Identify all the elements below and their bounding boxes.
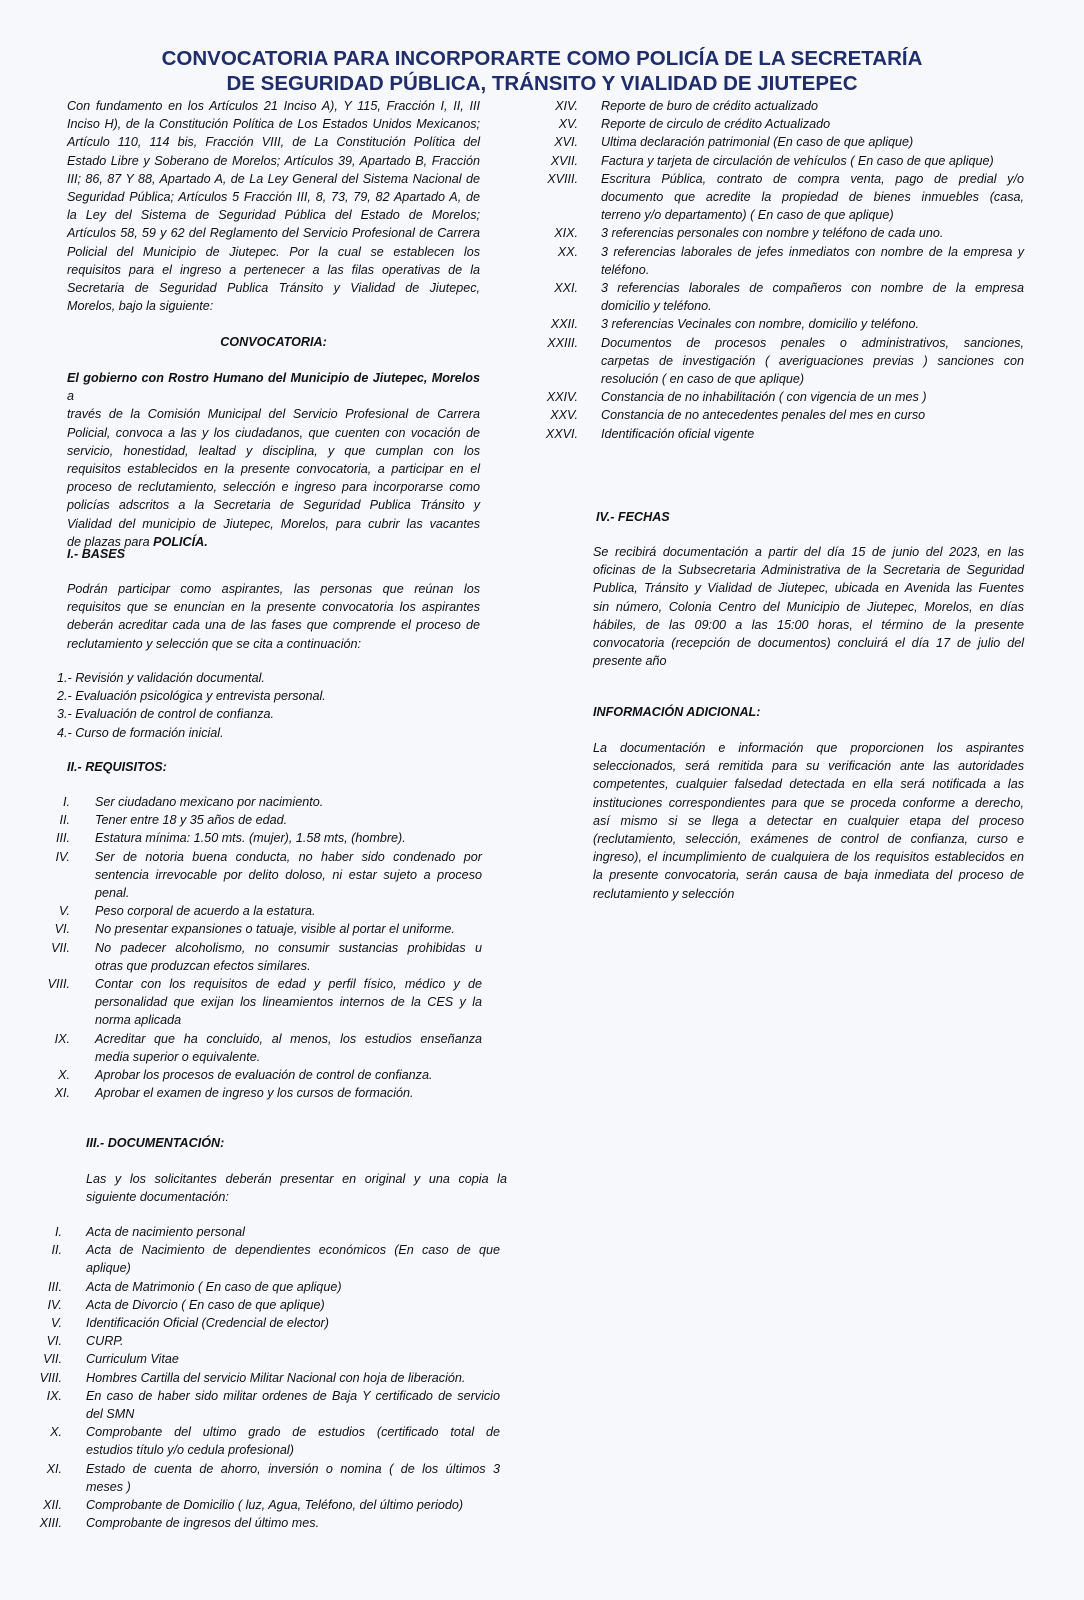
list-item: [30, 902, 482, 920]
list-item: [20, 1241, 500, 1277]
list-item-text: [95, 829, 482, 847]
list-item-number: XV.: [558, 117, 578, 132]
convocatoria-line: servicio, honestidad, lealtad y disciplina, y que cumplan con los: [67, 443, 480, 458]
list-item-number: XIV.: [555, 99, 578, 113]
list-item-line: meses ): [86, 1479, 131, 1494]
list-item-number: VI.: [46, 1334, 62, 1349]
list-item-number: VIII.: [39, 1370, 62, 1385]
bases-line: reclutamiento y selección que se cita a continuación:: [67, 636, 362, 651]
list-item-line: Documentos de procesos penales o administrativos, sanciones,: [601, 335, 1024, 350]
list-item-number: III.: [48, 1279, 62, 1294]
list-item-line: Aprobar el examen de ingreso y los cursos de formación.: [95, 1086, 414, 1101]
fechas-heading: IV.- FECHAS: [596, 510, 670, 524]
list-item-line: documento que acredite la propiedad de bienes inmuebles (casa,: [601, 190, 1024, 205]
list-item-number: XI.: [54, 1086, 70, 1101]
list-item-text: [95, 793, 482, 811]
list-item-line: Estatura mínima: 1.50 mts. (mujer), 1.58 mts, (hombre).: [95, 831, 406, 846]
list-item-line: No padecer alcoholismo, no consumir sustancias prohibidas u: [95, 940, 482, 955]
list-item-number: XXVI.: [545, 426, 578, 441]
list-item-number: I.: [63, 795, 70, 809]
list-item-number: XXIV.: [546, 390, 578, 405]
documentacion-list-continued: [540, 97, 1024, 443]
list-item-line: estudios título y/o cedula profesional): [86, 1443, 294, 1458]
list-item-number: IX.: [54, 1031, 70, 1046]
list-item-number: II.: [51, 1243, 62, 1258]
list-item-number: XXI.: [554, 281, 578, 296]
list-item-line: 3 referencias personales con nombre y teléfono de cada uno.: [601, 226, 944, 241]
list-item-line: Acta de Matrimonio ( En caso de que aplique): [86, 1279, 342, 1294]
list-item: [30, 1030, 482, 1066]
list-item-number: IV.: [55, 849, 70, 864]
list-item-text: [86, 1350, 500, 1368]
intro-line: Artículos 58, 59 y 62 del Reglamento del Servicio Profesional de Carrera: [67, 226, 480, 241]
list-item-text: [95, 1030, 482, 1066]
list-item-number: XIII.: [39, 1516, 62, 1531]
intro-line: Estado Libre y Soberano de Morelos; Artículos 39, Apartado B, Fracción: [67, 153, 480, 168]
bases-line: Podrán participar como aspirantes, las personas que reúnan los: [67, 582, 480, 596]
convocatoria-line: través de la Comisión Municipal del Servicio Profesional de Carrera: [67, 407, 480, 422]
info-line: (reclutamiento, selección, exámenes de control de confianza, curso e: [593, 832, 1024, 847]
bases-paragraph: [67, 580, 480, 653]
list-item-number: XIX.: [554, 226, 578, 241]
convocatoria-last-bold: POLICÍA.: [153, 534, 208, 549]
list-item: [540, 152, 1024, 170]
list-item: [30, 920, 482, 938]
info-line: así mismo si se llega a detectar en cualquier etapa del proceso: [593, 813, 1024, 828]
list-item-line: personalidad que exijan los lineamientos internos de la CES y la: [95, 995, 482, 1010]
fechas-line: oficinas de la Subsecretaria Administrativa de la Secretaria de Seguridad: [593, 563, 1024, 578]
list-item: [30, 829, 482, 847]
title-line-1: CONVOCATORIA PARA INCORPORARTE COMO POLICÍA DE LA SECRETARÍA: [161, 47, 923, 70]
list-item-text: [86, 1278, 500, 1296]
convocatoria-line: requisitos establecidos en la presente convocatoria, a participar en el: [67, 462, 480, 477]
list-item-line: Constancia de no antecedentes penales del mes en curso: [601, 408, 926, 423]
list-item-line: CURP.: [86, 1334, 124, 1349]
list-item-line: No presentar expansiones o tatuaje, visible al portar el uniforme.: [95, 922, 455, 937]
info-line: reclutamiento y selección: [593, 886, 735, 901]
list-item-text: [86, 1223, 500, 1241]
list-item-number: VI.: [54, 922, 70, 937]
bases-phase: 2.- Evaluación psicológica y entrevista personal.: [57, 689, 326, 704]
info-line: seleccionados, será remitida para su verificación ante las autoridades: [593, 759, 1024, 774]
list-item-line: 3 referencias Vecinales con nombre, domicilio y teléfono.: [601, 317, 920, 332]
info-line: instituciones correspondientes para que se proceda conforme a derecho,: [593, 795, 1024, 810]
list-item-number: XXV.: [550, 408, 578, 423]
list-item: [20, 1278, 500, 1296]
bases-phase: 3.- Evaluación de control de confianza.: [57, 707, 275, 722]
convocatoria-heading: CONVOCATORIA:: [220, 335, 327, 349]
list-item-line: penal.: [95, 886, 130, 901]
list-item-line: Contar con los requisitos de edad y perfil físico, médico y de: [95, 977, 482, 992]
list-item-line: sentencia irrevocable por delito doloso, ni estar sujeto a proceso: [95, 867, 482, 882]
list-item-number: VII.: [51, 940, 70, 955]
list-item-text: [86, 1369, 500, 1387]
list-item: [30, 793, 482, 811]
bases-heading: I.- BASES: [67, 547, 126, 561]
list-item: [540, 243, 1024, 279]
convocatoria-bold-lead: El gobierno con Rostro Humano del Municipio de Jiutepec, Morelos: [67, 371, 480, 385]
intro-line: Morelos, bajo la siguiente:: [67, 299, 214, 314]
info-heading: INFORMACIÓN ADICIONAL:: [593, 705, 761, 719]
list-item-number: XII.: [43, 1498, 62, 1513]
list-item-number: X.: [58, 1068, 70, 1083]
list-item-line: Ultima declaración patrimonial (En caso de que aplique): [601, 135, 914, 150]
convocatoria-line: Vialidad del municipio de Jiutepec, Morelos, para cubrir las vacantes: [67, 516, 480, 531]
legal-foundation-paragraph: [67, 97, 480, 315]
list-item-number: I.: [55, 1225, 62, 1239]
list-item: [540, 334, 1024, 389]
list-item-line: En caso de haber sido militar ordenes de Baja Y certificado de servicio: [86, 1388, 500, 1403]
list-item: [20, 1514, 500, 1532]
list-item-text: [86, 1514, 500, 1532]
bases-line: requisitos que se enuncian en la presente convocatoria los aspirantes: [67, 600, 480, 615]
list-item-line: resolución ( en caso de que aplique): [601, 372, 805, 387]
list-item-line: Escritura Pública, contrato de compra venta, pago de predial y/o: [601, 171, 1024, 186]
list-item: [540, 97, 1024, 115]
list-item: [30, 1084, 482, 1102]
list-item-line: Tener entre 18 y 35 años de edad.: [95, 813, 288, 828]
info-line: competentes, cualquier falsedad detectada en ella será notificada a las: [593, 777, 1024, 792]
list-item-text: [86, 1423, 500, 1459]
fechas-line: hábiles, de las 09:00 a las 15:00 horas, el término de la presente: [593, 617, 1024, 632]
requisitos-list: [30, 793, 482, 1102]
intro-line: Seguridad Pública; Artículos 5 Fracción III, 8, 73, 79, 82 Apartado A, de: [67, 190, 480, 205]
list-item-number: II.: [59, 813, 70, 828]
list-item-number: XVI.: [554, 135, 578, 150]
list-item: [540, 133, 1024, 151]
list-item-line: aplique): [86, 1261, 131, 1276]
list-item: [30, 848, 482, 903]
list-item-line: Acta de Nacimiento de dependientes económicos (En caso de que: [86, 1243, 500, 1258]
list-item-text: [601, 315, 1024, 333]
list-item-line: terreno y/o departamento) ( En caso de que aplique): [601, 208, 894, 223]
list-item-text: [95, 811, 482, 829]
list-item-text: [601, 279, 1024, 315]
list-item: [20, 1423, 500, 1459]
list-item-text: [86, 1332, 500, 1350]
list-item: [540, 315, 1024, 333]
list-item-text: [601, 152, 1024, 170]
list-item-line: Ser de notoria buena conducta, no haber sido condenado por: [95, 849, 482, 864]
title-line-2: DE SEGURIDAD PÚBLICA, TRÁNSITO Y VIALIDAD DE JIUTEPEC: [226, 72, 858, 95]
list-item: [540, 406, 1024, 424]
list-item-line: Curriculum Vitae: [86, 1352, 179, 1367]
list-item-text: [601, 406, 1024, 424]
list-item-text: [86, 1460, 500, 1496]
list-item-text: [95, 939, 482, 975]
list-item: [20, 1496, 500, 1514]
list-item: [540, 115, 1024, 133]
fechas-line: Se recibirá documentación a partir del día 15 de junio del 2023, en las: [593, 545, 1024, 559]
list-item: [20, 1369, 500, 1387]
intro-line: la Ley del Sistema de Seguridad Pública del Estado de Morelos;: [67, 208, 480, 223]
list-item-line: Estado de cuenta de ahorro, inversión o nomina ( de los últimos 3: [86, 1461, 500, 1476]
list-item-line: Aprobar los procesos de evaluación de control de confianza.: [95, 1068, 433, 1083]
list-item-text: [601, 388, 1024, 406]
list-item-line: del SMN: [86, 1407, 135, 1422]
list-item-line: 3 referencias laborales de compañeros con nombre de la empresa: [601, 281, 1024, 296]
fechas-line: Publica, Tránsito y Vialidad de Jiutepec, ubicada en Avenida las Fuentes: [593, 581, 1024, 596]
intro-line: Policial del Municipio de Jiutepec. Por la cual se establecen los: [67, 244, 480, 259]
convocatoria-line: proceso de reclutamiento, selección e ingreso para incorporarse como: [67, 480, 480, 495]
list-item-number: XXII.: [550, 317, 578, 332]
list-item-number: XXIII.: [547, 335, 578, 350]
list-item-line: domicilio y teléfono.: [601, 299, 712, 314]
convocatoria-line: policías adscritos a la Secretaria de Seguridad Publica Tránsito y: [67, 498, 480, 513]
fechas-paragraph: [593, 543, 1024, 670]
document-title: [0, 46, 1084, 96]
list-item-number: XVII.: [550, 153, 578, 168]
list-item: [30, 1066, 482, 1084]
info-line: la presente convocatoria, serán causa de baja inmediata del proceso de: [593, 868, 1024, 883]
list-item: [30, 939, 482, 975]
list-item: [540, 170, 1024, 225]
info-line: ingreso), el incumplimiento de cualquiera de los requisitos establecidos en: [593, 850, 1024, 865]
list-item-line: otras que produzcan efectos similares.: [95, 958, 311, 973]
list-item: [540, 279, 1024, 315]
list-item-number: VIII.: [47, 977, 70, 992]
intro-line: III; 86, 87 Y 88, Apartado A, de La Ley General del Sistema Nacional de: [67, 171, 480, 186]
list-item-number: X.: [50, 1425, 62, 1440]
list-item-number: III.: [56, 831, 70, 846]
list-item-text: [601, 115, 1024, 133]
list-item-line: teléfono.: [601, 262, 650, 277]
list-item-text: [601, 243, 1024, 279]
list-item: [540, 224, 1024, 242]
bases-phase: 1.- Revisión y validación documental.: [57, 671, 265, 685]
list-item-line: norma aplicada: [95, 1013, 182, 1028]
list-item-text: [95, 975, 482, 1030]
documentacion-list: [20, 1223, 500, 1532]
list-item-line: Comprobante del ultimo grado de estudios (certificado total de: [86, 1425, 500, 1440]
intro-line: Secretaria de Seguridad Publica Tránsito y Vialidad de Jiutepec,: [67, 281, 480, 296]
info-line: La documentación e información que proporcionen los aspirantes: [593, 741, 1024, 755]
intro-line: Inciso H), de la Constitución Política de Los Estados Unidos Mexicanos;: [67, 117, 480, 132]
list-item-text: [601, 224, 1024, 242]
list-item-line: carpetas de investigación ( averiguaciones previas ) sanciones con: [601, 353, 1024, 368]
list-item-text: [95, 902, 482, 920]
info-paragraph: [593, 739, 1024, 903]
convocatoria-first-line: [67, 369, 480, 405]
list-item-number: V.: [51, 1316, 62, 1331]
list-item-line: Acta de nacimiento personal: [86, 1225, 245, 1239]
list-item-line: 3 referencias laborales de jefes inmediatos con nombre de la empresa y: [601, 244, 1024, 259]
list-item-line: Reporte de buro de crédito actualizado: [601, 99, 819, 113]
list-item-text: [601, 170, 1024, 225]
documentacion-intro-line: siguiente documentación:: [86, 1190, 229, 1205]
list-item-line: Constancia de no inhabilitación ( con vigencia de un mes ): [601, 390, 927, 405]
list-item: [20, 1332, 500, 1350]
list-item-number: XVIII.: [547, 171, 578, 186]
intro-line: requisitos para el ingreso a pertenecer a las filas operativas de la: [67, 262, 480, 277]
fechas-line: sin número, Colonia Centro del Municipio de Jiutepec, Morelos, en días: [593, 599, 1024, 614]
list-item-text: [601, 97, 1024, 115]
list-item-text: [86, 1314, 500, 1332]
list-item-line: Identificación Oficial (Credencial de elector): [86, 1316, 329, 1331]
list-item-text: [86, 1296, 500, 1314]
list-item: [20, 1314, 500, 1332]
list-item-line: Acreditar que ha concluido, al menos, los estudios enseñanza: [95, 1031, 482, 1046]
list-item-line: Ser ciudadano mexicano por nacimiento.: [95, 795, 324, 809]
list-item: [540, 425, 1024, 443]
list-item-number: XX.: [557, 244, 578, 259]
convocatoria-last-line: [67, 533, 480, 551]
list-item-line: Reporte de circulo de crédito Actualizado: [601, 117, 831, 132]
list-item: [20, 1460, 500, 1496]
list-item-line: Hombres Cartilla del servicio Militar Nacional con hoja de liberación.: [86, 1370, 466, 1385]
bases-phase: 4.- Curso de formación inicial.: [57, 725, 224, 740]
list-item-text: [95, 848, 482, 903]
list-item-text: [601, 425, 1024, 443]
list-item-text: [95, 1066, 482, 1084]
intro-line: Con fundamento en los Artículos 21 Inciso A), Y 115, Fracción I, II, III: [67, 99, 480, 113]
list-item-line: media superior o equivalente.: [95, 1049, 261, 1064]
list-item: [20, 1296, 500, 1314]
intro-line: Artículo 110, 114 bis, Fracción VIII, de La Constitución Política del: [67, 135, 480, 150]
convocatoria-paragraph: [67, 369, 480, 551]
list-item: [20, 1350, 500, 1368]
list-item-number: VII.: [43, 1352, 62, 1367]
bases-line: deberán acreditar cada una de las fases que comprende el proceso de: [67, 618, 480, 633]
list-item-text: [601, 133, 1024, 151]
list-item-line: Factura y tarjeta de circulación de vehículos ( En caso de que aplique): [601, 153, 994, 168]
documentacion-intro: [86, 1170, 507, 1206]
list-item-number: IV.: [47, 1297, 62, 1312]
list-item-text: [86, 1387, 500, 1423]
list-item-text: [86, 1241, 500, 1277]
documentacion-heading: III.- DOCUMENTACIÓN:: [86, 1136, 225, 1150]
list-item-line: Identificación oficial vigente: [601, 426, 755, 441]
list-item-number: V.: [59, 904, 70, 919]
list-item-number: XI.: [46, 1461, 62, 1476]
list-item-text: [601, 334, 1024, 389]
requisitos-heading: II.- REQUISITOS:: [67, 760, 167, 774]
list-item-line: Comprobante de ingresos del último mes.: [86, 1516, 320, 1531]
list-item: [20, 1387, 500, 1423]
list-item: [20, 1223, 500, 1241]
bases-phases-list: [57, 669, 477, 742]
list-item-line: Acta de Divorcio ( En caso de que aplique): [86, 1297, 325, 1312]
list-item-line: Peso corporal de acuerdo a la estatura.: [95, 904, 316, 919]
list-item-line: Comprobante de Domicilio ( luz, Agua, Teléfono, del último periodo): [86, 1498, 464, 1513]
fechas-line: convocatoria (recepción de documentos) concluirá el día 17 de julio del: [593, 636, 1024, 651]
documentacion-intro-line: Las y los solicitantes deberán presentar en original y una copia la: [86, 1172, 507, 1186]
list-item-text: [86, 1496, 500, 1514]
convocatoria-line: Policial, convoca a las y los ciudadanos, que cuenten con vocación de: [67, 425, 480, 440]
list-item: [30, 975, 482, 1030]
list-item: [540, 388, 1024, 406]
list-item-text: [95, 1084, 482, 1102]
list-item: [30, 811, 482, 829]
convocatoria-first-line-rest: a: [67, 389, 75, 404]
convocatoria-last-text: de plazas para: [67, 534, 154, 549]
fechas-line: presente año: [593, 654, 667, 669]
list-item-text: [95, 920, 482, 938]
list-item-number: IX.: [46, 1388, 62, 1403]
